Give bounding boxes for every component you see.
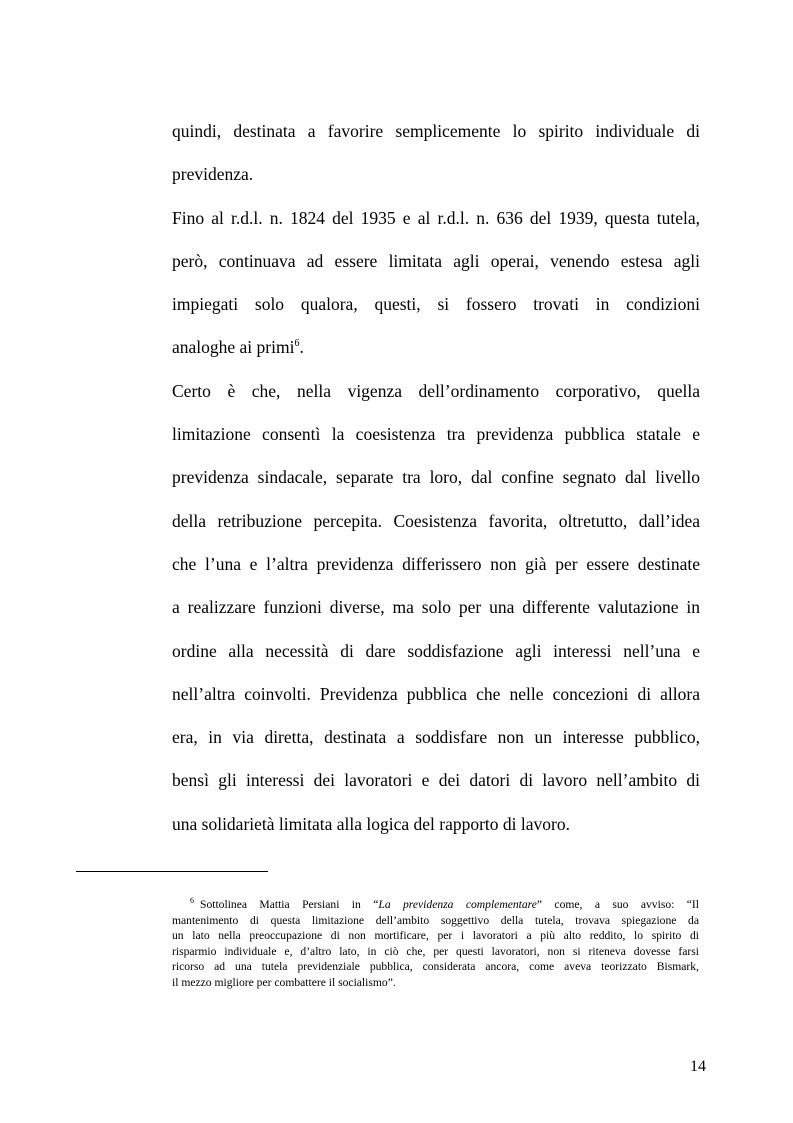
text-line: limitazione consentì la coesistenza tra previdenza pubblica statale e bbox=[172, 424, 700, 445]
footnote-suffix: ” come, a suo avviso: “Il bbox=[536, 898, 699, 911]
page-number: 14 bbox=[690, 1058, 706, 1075]
text-line: ordine alla necessità di dare soddisfazione agli interessi nell’una e bbox=[172, 640, 700, 661]
text-line: quindi, destinata a favorire semplicemente lo spirito individuale di bbox=[172, 121, 700, 141]
footnote-line: mantenimento di questa limitazione dell’ambito soggettivo della tutela, trovava spiegazione da bbox=[172, 913, 699, 927]
paragraph-2 bbox=[172, 197, 700, 370]
footnote-line bbox=[172, 897, 699, 913]
footnote-number: 6 bbox=[190, 896, 194, 905]
text-line: però, continuava ad essere limitata agli operai, venendo estesa agli bbox=[172, 250, 700, 271]
text-line: previdenza. bbox=[172, 164, 254, 185]
text-line bbox=[172, 326, 700, 369]
text-line: della retribuzione percepita. Coesistenza favorita, oltretutto, dall’idea bbox=[172, 510, 700, 531]
text-line: bensì gli interessi dei lavoratori e dei datori di lavoro nell’ambito di bbox=[172, 770, 700, 791]
footnote-line: il mezzo migliore per combattere il socialismo”. bbox=[172, 975, 396, 989]
text-line: nell’altra coinvolti. Previdenza pubblica che nelle concezioni di allora bbox=[172, 683, 700, 704]
footnote-line: un lato nella preoccupazione di non mortificare, per i lavoratori a più alto reddito, lo spirito di bbox=[172, 929, 699, 943]
text-line-content: analoghe ai primi bbox=[172, 337, 295, 358]
footnote-reference[interactable]: 6 bbox=[294, 338, 300, 350]
text-line: impiegati solo qualora, questi, si fossero trovati in condizioni bbox=[172, 294, 700, 315]
cited-work-title: La previdenza complementare bbox=[378, 898, 537, 911]
text-line: una solidarietà limitata alla logica del rapporto di lavoro. bbox=[172, 813, 570, 834]
paragraph-3 bbox=[172, 370, 700, 846]
paragraph-1 bbox=[172, 110, 700, 197]
footnote-prefix: Sottolinea Mattia Persiani in “ bbox=[200, 898, 379, 911]
text-line: era, in via diretta, destinata a soddisfare non un interesse pubblico, bbox=[172, 727, 700, 748]
text-line: a realizzare funzioni diverse, ma solo per una differente valutazione in bbox=[172, 597, 700, 618]
text-line: Certo è che, nella vigenza dell’ordinamento corporativo, quella bbox=[172, 380, 700, 401]
footnote-line: risparmio individuale e, d’altro lato, in ciò che, per questi lavoratori, non si riteneva dovesse farsi bbox=[172, 944, 699, 958]
text-line: previdenza sindacale, separate tra loro, dal confine segnato dal livello bbox=[172, 467, 700, 488]
footnote-separator bbox=[76, 871, 268, 872]
text-line: che l’una e l’altra previdenza differissero non già per essere destinate bbox=[172, 553, 700, 574]
text-line: Fino al r.d.l. n. 1824 del 1935 e al r.d.l. n. 636 del 1939, questa tutela, bbox=[172, 207, 700, 228]
footnote bbox=[172, 897, 699, 991]
footnote-line: ricorso ad una tutela previdenziale pubblica, considerata ancora, come aveva teorizzato Bismark, bbox=[172, 960, 699, 974]
text-line-ending: . bbox=[299, 337, 304, 358]
body-text bbox=[172, 110, 700, 846]
